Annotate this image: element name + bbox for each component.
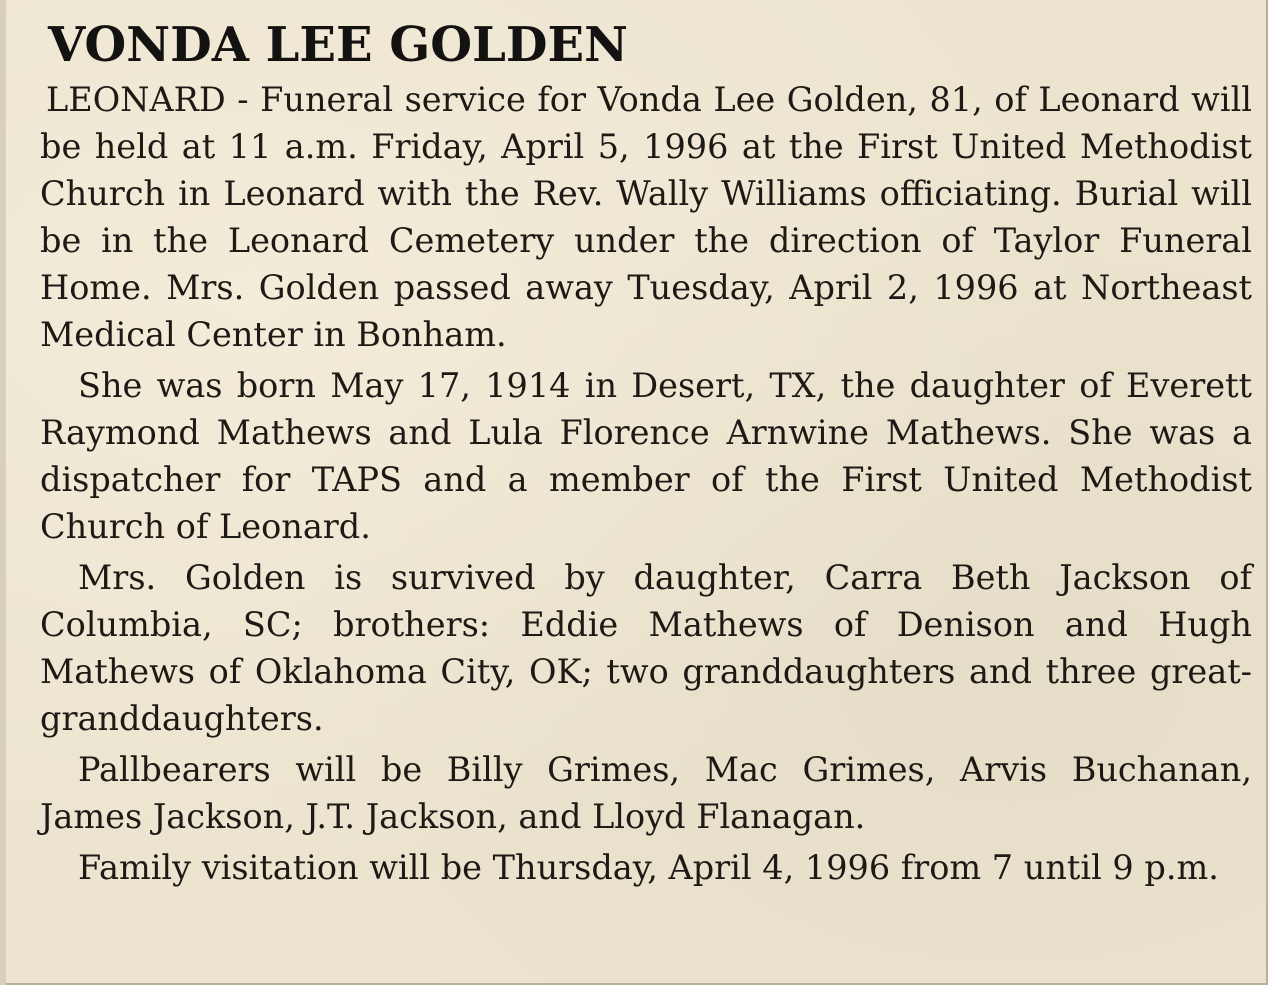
obituary-body — [40, 76, 1252, 895]
paragraph-visitation: Family visitation will be Thursday, April 4, 1996 from 7 until 9 p.m. — [78, 848, 1219, 887]
obituary-headline: VONDA LEE GOLDEN — [48, 17, 628, 73]
paragraph-biography: She was born May 17, 1914 in Desert, TX, the daughter of Everett Raymond Mathews and Lula Florence Arnwine Mathews. She was a dispatcher for TAPS and a member of the First United Methodist Church of Leonard. — [40, 366, 1252, 546]
paragraph-pallbearers: Pallbearers will be Billy Grimes, Mac Grimes, Arvis Buchanan, James Jackson, J.T. Jackson, and Lloyd Flanagan. — [40, 750, 1252, 836]
clipping-edge — [0, 0, 6, 985]
paragraph-survivors: Mrs. Golden is survived by daughter, Carra Beth Jackson of Columbia, SC; brothers: Eddie Mathews of Denison and Hugh Mathews of Oklahoma City, OK; two granddaughters and three great-granddaughters. — [40, 558, 1252, 738]
paragraph-funeral-service: LEONARD - Funeral service for Vonda Lee Golden, 81, of Leonard will be held at 11 a.m. Friday, April 5, 1996 at the First United Methodist Church in Leonard with the Rev. Wally Williams officiating. Burial will be in the Leonard Cemetery under the direction of Taylor Funeral Home. Mrs. Golden passed away Tuesday, April 2, 1996 at Northeast Medical Center in Bonham. — [40, 80, 1252, 354]
